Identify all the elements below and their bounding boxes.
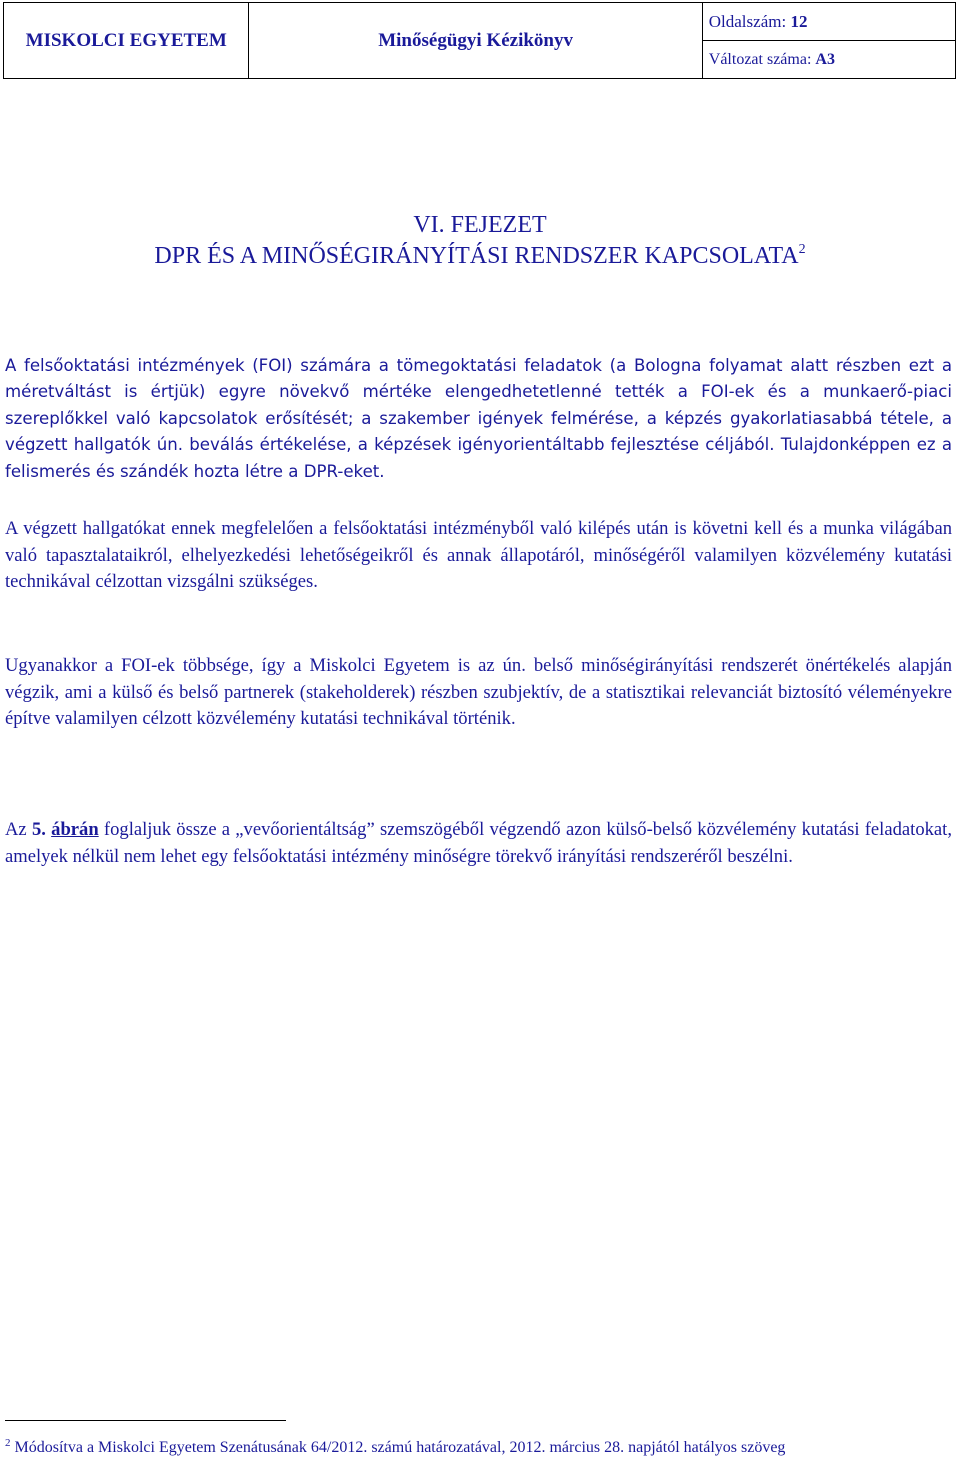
manual-title: Minőségügyi Kézikönyv [249,3,702,79]
footnote-text: Módosítva a Miskolci Egyetem Szenátusának 64/2012. számú határozatával, 2012. március 28. napjától hatályos szöveg [10,1439,786,1456]
paragraph-4 [5,817,952,870]
figure-number: 5. [31,819,46,840]
paragraph-1: A felsőoktatási intézmények (FOI) számára a tömegoktatási feladatok (a Bologna folyamat alatt részben ezt a méretváltást is értjük) egyre növekvő mértéke elengedhetetlenné tették a FOI-ek és a munkaerő-piaci szereplőkkel való kapcsolatok erősítését; a szakember igények felmérése, a képzés gyakorlatiasabbá tétele, a végzett hallgatók ún. beválás értékelése, a képzések igényorientáltabb fejlesztése céljából. Tulajdonképpen ez a felismerés és szándék hozta létre a DPR-eket. [5,356,952,481]
version-cell [702,41,955,79]
chapter-title [0,242,960,270]
paragraph-3: Ugyanakkor a FOI-ek többsége, így a Miskolci Egyetem is az ún. belső minőségirányítási rendszerét önértékelés alapján végzik, ami a külső és belső partnerek (stakeholderek) részben szubjektív, de a statisztikai relevanciát biztosító véleményekre építve valamilyen célzott közvélemény kutatási technikával történik. [5,655,952,729]
page-header [3,2,956,79]
footnote [5,1432,952,1459]
page-number-label: Oldalszám: [708,11,787,31]
chapter-title-text: DPR ÉS A MINŐSÉGIRÁNYÍTÁSI RENDSZER KAPCSOLATA [154,243,799,269]
chapter-number: VI. FEJEZET [413,212,547,238]
chapter-footnote-ref[interactable]: 2 [798,242,806,257]
figure-link[interactable]: ábrán [51,819,99,840]
page-number-cell [702,3,955,41]
footnote-mark: 2 [5,1437,11,1449]
version-value: A3 [815,50,835,68]
university-name: MISKOLCI EGYETEM [4,3,249,79]
paragraph-4-rest: foglaljuk össze a „vevőorientáltság” szemszögéből végzendő azon külső-belső közvélemény kutatási feladatokat, amelyek nélkül nem lehet egy felsőoktatási intézmény minőségre törekvő irányítási rendszeréről beszélni. [5,819,952,867]
page-number-value: 12 [790,11,808,31]
footnote-separator [5,1420,286,1421]
paragraph-2: A végzett hallgatókat ennek megfelelően a felsőoktatási intézményből való kilépés után is követni kell és a munka világában való tapasztalataikról, elhelyezkedési lehetőségeikről és annak állapotáról, minőségéről valamilyen közvélemény kutatási technikával célzottan vizsgálni szükséges. [5,518,952,592]
version-label: Változat száma: [708,50,812,68]
paragraph-4-start: Az [5,819,32,840]
